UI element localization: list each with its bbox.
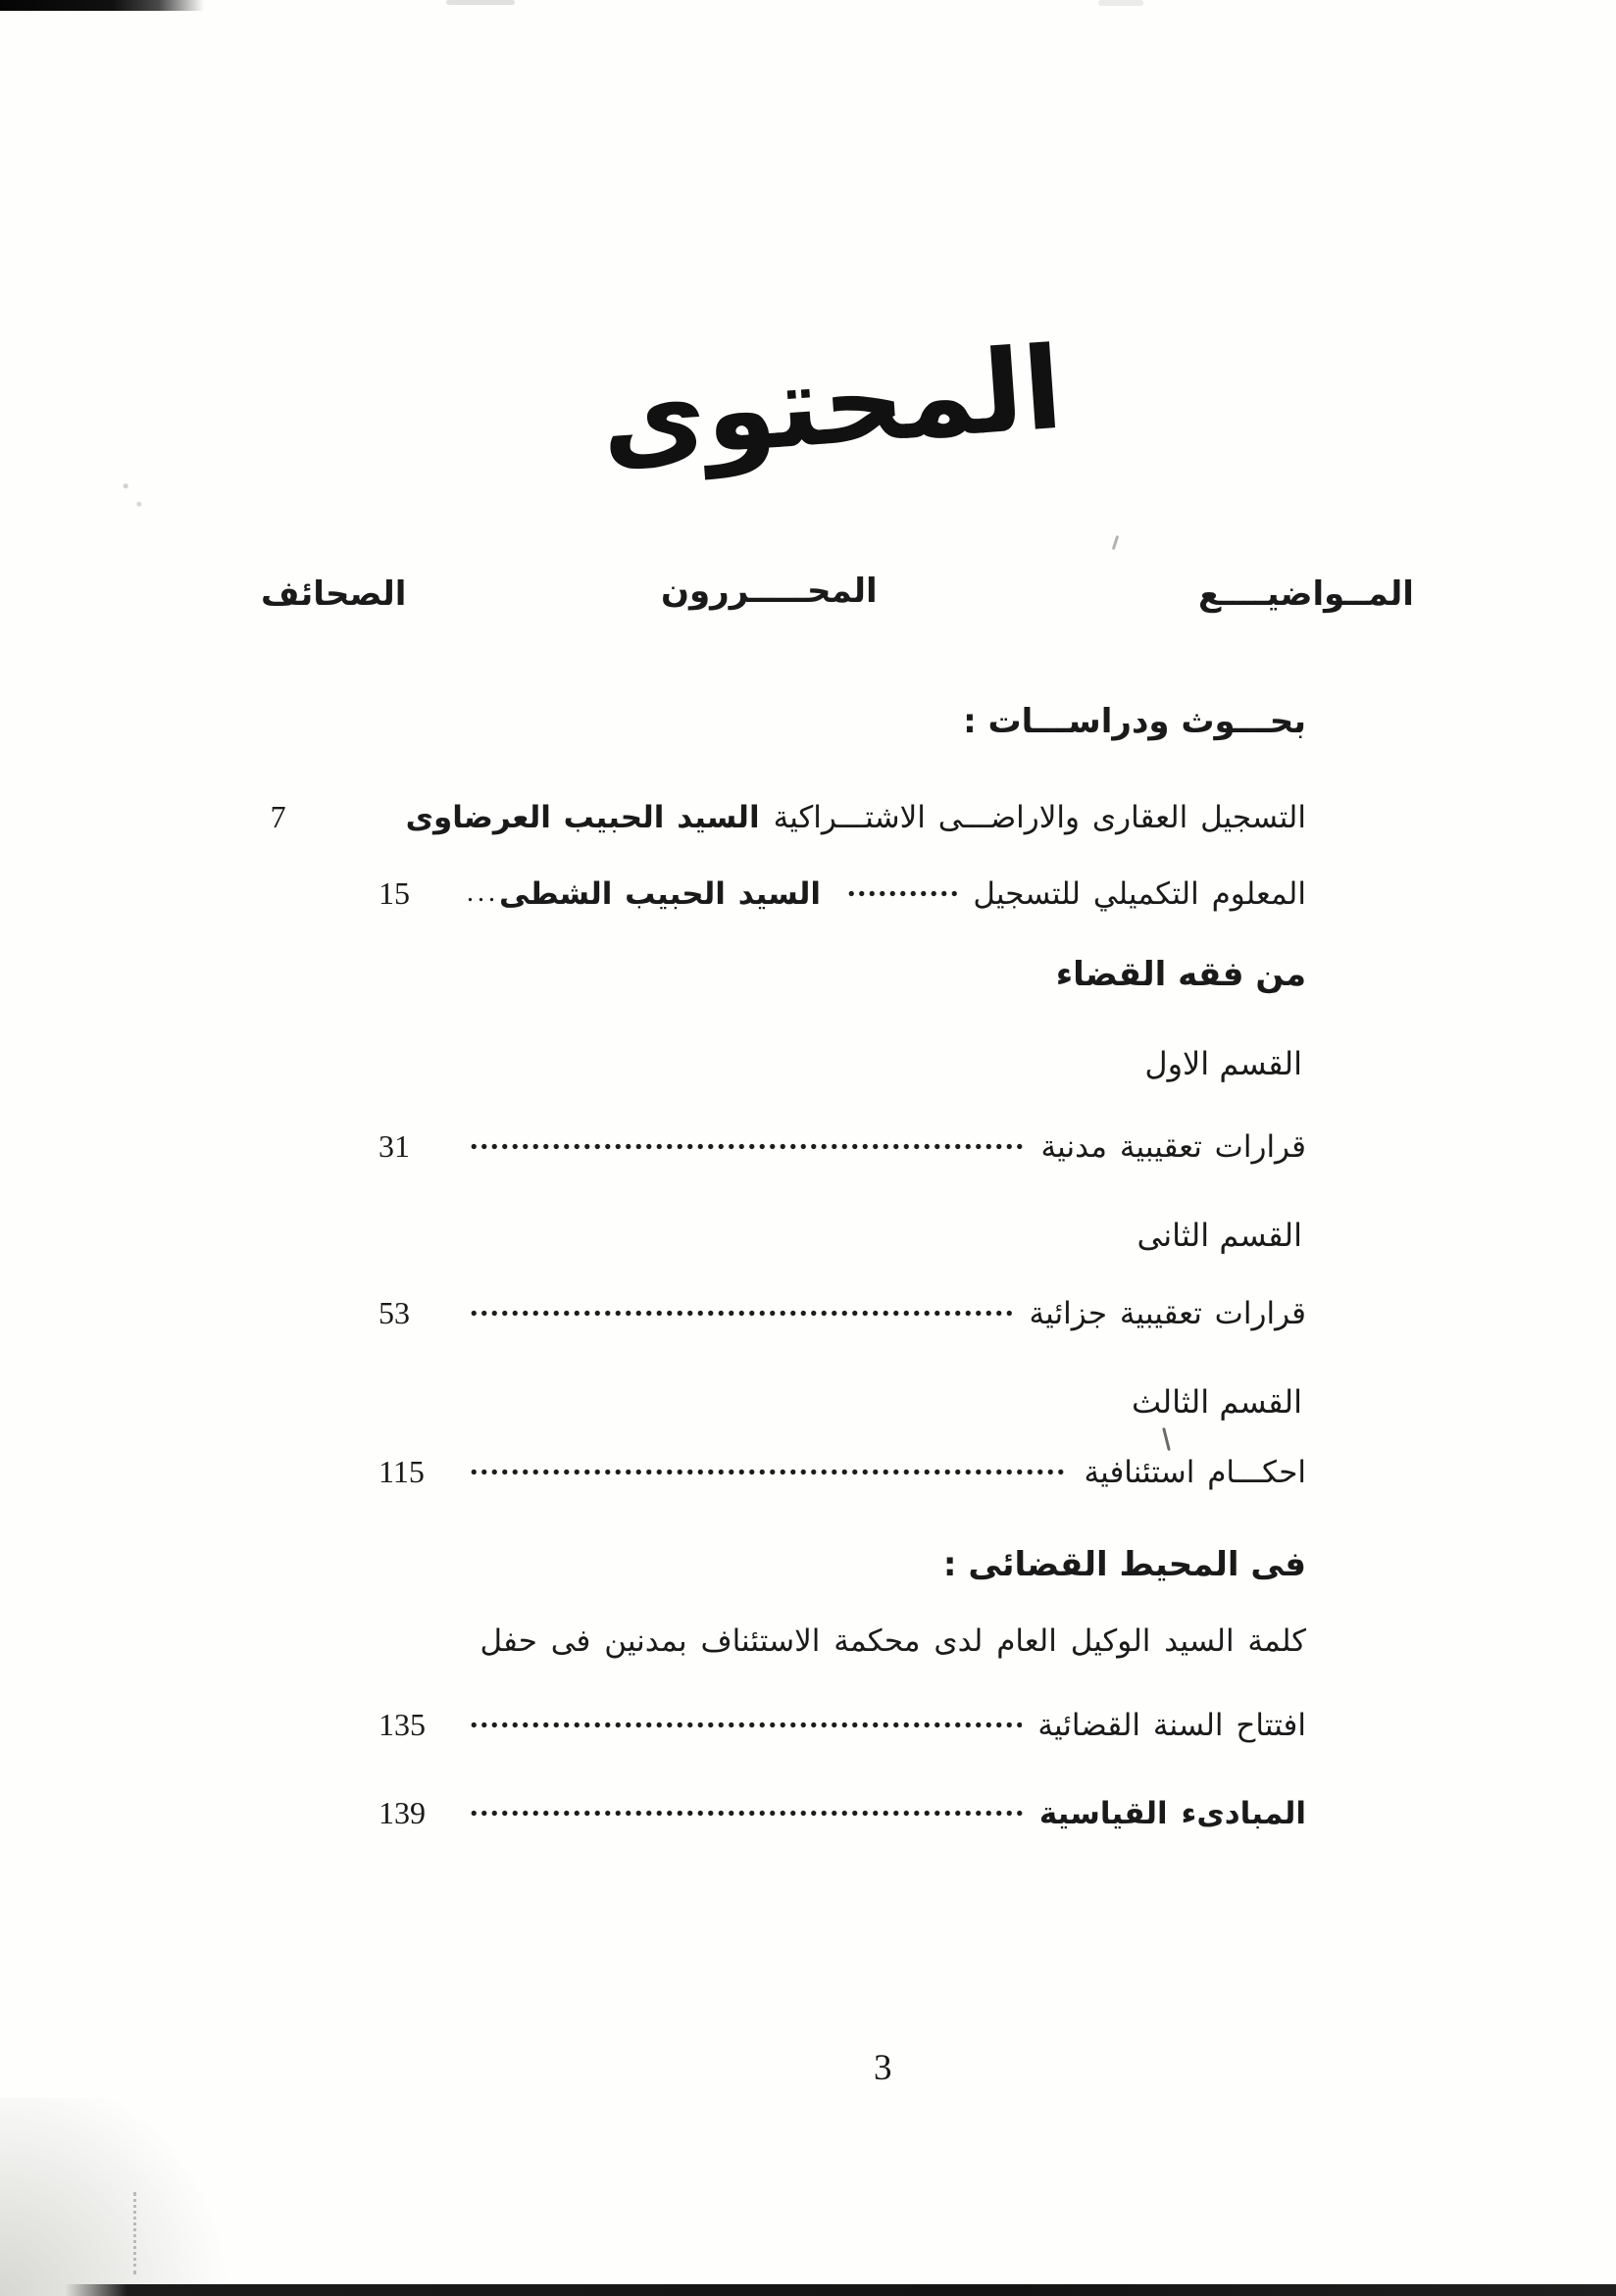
entry-title: المبادىء القياسية bbox=[1038, 1796, 1306, 1831]
column-header-pages: الصحائف bbox=[261, 574, 407, 614]
subsection-heading-part-two: القسم الثانى bbox=[1136, 1217, 1302, 1254]
toc-entry-appellate-rulings bbox=[379, 1449, 1306, 1495]
entry-title: افتتاح السنة القضائية bbox=[1037, 1708, 1306, 1743]
scan-artifact-bottom-bar bbox=[65, 2284, 1616, 2296]
entry-author: السيد الحبيب الشطى bbox=[499, 876, 822, 912]
scan-artifact-corner-shadow bbox=[0, 2098, 275, 2296]
page-number: 31 bbox=[379, 1128, 410, 1164]
calligraphic-title: المحتوى bbox=[596, 322, 1067, 486]
page-number: 139 bbox=[379, 1795, 426, 1830]
entry-title: قرارات تعقيبية جزائية bbox=[1029, 1296, 1306, 1331]
scan-artifact-dotted-line bbox=[133, 2192, 136, 2274]
toc-entry-supplementary-fee bbox=[379, 871, 1306, 917]
column-header-subjects: المــواضيــــع bbox=[1198, 574, 1414, 614]
trailing-dots: ... bbox=[467, 877, 499, 909]
entry-title: المعلوم التكميلي للتسجيل bbox=[973, 876, 1306, 912]
entry-title: التسجيل العقارى والاراضـــى الاشتـــراكية bbox=[773, 800, 1306, 835]
toc-entry-standard-principles bbox=[379, 1790, 1306, 1836]
subsection-heading-part-three: القسم الثالث bbox=[1131, 1383, 1302, 1421]
toc-entry-criminal-cassation bbox=[379, 1290, 1306, 1336]
column-header-editors: المحـــــررون bbox=[661, 572, 878, 611]
scan-artifact-smudge bbox=[1098, 0, 1143, 6]
section-heading-research: بحـــوث ودراســـات : bbox=[963, 702, 1306, 741]
scan-artifact-smudge bbox=[446, 0, 515, 5]
entry-title: احكـــام استئنافية bbox=[1084, 1455, 1306, 1490]
toc-entry-land-registration bbox=[270, 794, 1306, 840]
section-heading-jurisprudence: من فقه القضاء bbox=[1055, 955, 1306, 994]
page-number: 7 bbox=[270, 799, 286, 834]
toc-entry-attorney-general-speech-line1: كلمة السيد الوكيل العام لدى محكمة الاستئناف بمدنين فى حفل bbox=[480, 1623, 1306, 1659]
dot-leader bbox=[846, 890, 957, 897]
scan-artifact-top-bar bbox=[0, 0, 204, 11]
scan-artifact-tick bbox=[1112, 535, 1119, 550]
subsection-heading-part-one: القسم الاول bbox=[1144, 1045, 1302, 1082]
page-number: 115 bbox=[379, 1454, 425, 1489]
footer-page-number: 3 bbox=[874, 2048, 892, 2088]
dot-leader bbox=[469, 1310, 1014, 1317]
toc-entry-attorney-general-speech-line2 bbox=[379, 1702, 1306, 1748]
dot-leader bbox=[469, 1143, 1026, 1150]
toc-entry-civil-cassation bbox=[379, 1123, 1306, 1170]
spacer bbox=[361, 814, 390, 821]
entry-author: السيد الحبيب العرضاوى bbox=[405, 800, 760, 835]
dot-leader bbox=[469, 1722, 1022, 1728]
page-number: 15 bbox=[379, 875, 410, 911]
entry-title: قرارات تعقيبية مدنية bbox=[1040, 1129, 1306, 1165]
page-number: 53 bbox=[379, 1295, 410, 1330]
scan-artifact-stray-mark bbox=[1162, 1427, 1171, 1451]
dot-leader bbox=[469, 1810, 1024, 1817]
page-number: 135 bbox=[379, 1707, 426, 1742]
scan-artifact-speckle bbox=[116, 473, 149, 518]
dot-leader bbox=[469, 1469, 1068, 1475]
section-heading-judicial-sphere: فى المحيط القضائى : bbox=[942, 1545, 1306, 1584]
